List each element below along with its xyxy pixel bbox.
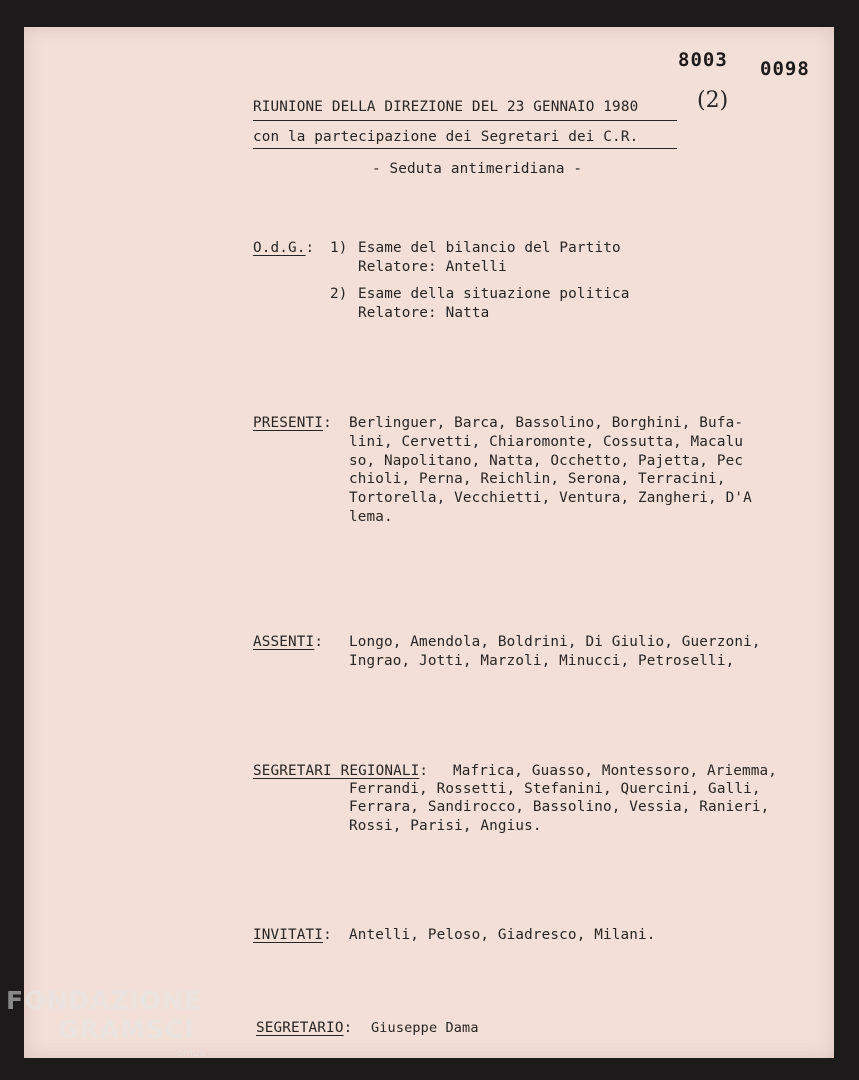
assenti-line: Longo, Amendola, Boldrini, Di Giulio, Guerzoni, xyxy=(349,634,761,650)
segretario-name: Giuseppe Dama xyxy=(371,1020,479,1036)
meeting-title: RIUNIONE DELLA DIREZIONE DEL 23 GENNAIO 1980 xyxy=(253,99,639,115)
archive-code-right: 0098 xyxy=(760,58,810,80)
assenti-label: ASSENTI: xyxy=(253,634,324,650)
agenda-item-number: 2) xyxy=(330,286,348,302)
agenda-item-relator: Relatore: Natta xyxy=(358,305,490,321)
agenda-item-title: Esame del bilancio del Partito xyxy=(358,240,621,256)
segretario-label: SEGRETARIO: xyxy=(256,1020,353,1036)
segretari-regionali-label: SEGRETARI REGIONALI: xyxy=(253,763,429,779)
assenti-line: Ingrao, Jotti, Marzoli, Minucci, Petroselli, xyxy=(349,653,735,669)
handwritten-page-number: (2) xyxy=(697,88,729,113)
segretari-regionali-line: Rossi, Parisi, Angius. xyxy=(349,818,542,834)
watermark-gramsci: GRAMSCI xyxy=(58,1015,195,1044)
subtitle-underline xyxy=(253,148,677,149)
segretari-regionali-line: Ferrara, Sandirocco, Bassolino, Vessia, Ranieri, xyxy=(349,799,770,815)
bleed-through-text-2 xyxy=(254,502,794,742)
watermark-onlus: onlus xyxy=(176,1046,206,1059)
presenti-line: lini, Cervetti, Chiaromonte, Cossutta, Macalu xyxy=(349,434,744,450)
agenda-item-title: Esame della situazione politica xyxy=(358,286,630,302)
presenti-line: Berlinguer, Barca, Bassolino, Borghini, Bufa- xyxy=(349,415,744,431)
agenda-item-number: 1) xyxy=(330,240,348,256)
presenti-label: PRESENTI: xyxy=(253,415,332,431)
archive-code-left: 8003 xyxy=(678,49,728,71)
segretari-regionali-line: Ferrandi, Rossetti, Stefanini, Quercini, Galli, xyxy=(349,781,761,797)
watermark-foundation: FONDAZIONE xyxy=(6,986,203,1015)
title-underline xyxy=(253,120,677,121)
document-page xyxy=(24,27,834,1058)
presenti-line: Tortorella, Vecchietti, Ventura, Zangheri, D'A xyxy=(349,490,752,506)
invitati-list: Antelli, Peloso, Giadresco, Milani. xyxy=(349,927,656,943)
presenti-line: lema. xyxy=(349,509,393,525)
invitati-label: INVITATI: xyxy=(253,927,332,943)
session-label: - Seduta antimeridiana - xyxy=(372,161,583,177)
meeting-subtitle: con la partecipazione dei Segretari dei C.R. xyxy=(253,129,639,145)
presenti-line: so, Napolitano, Natta, Occhetto, Pajetta, Pec xyxy=(349,453,744,469)
agenda-item-relator: Relatore: Antelli xyxy=(358,259,507,275)
agenda-label: O.d.G.: xyxy=(253,240,315,256)
presenti-line: chioli, Perna, Reichlin, Serona, Terracini, xyxy=(349,471,726,487)
segretari-regionali-line: Mafrica, Guasso, Montessoro, Ariemma, xyxy=(453,763,778,779)
